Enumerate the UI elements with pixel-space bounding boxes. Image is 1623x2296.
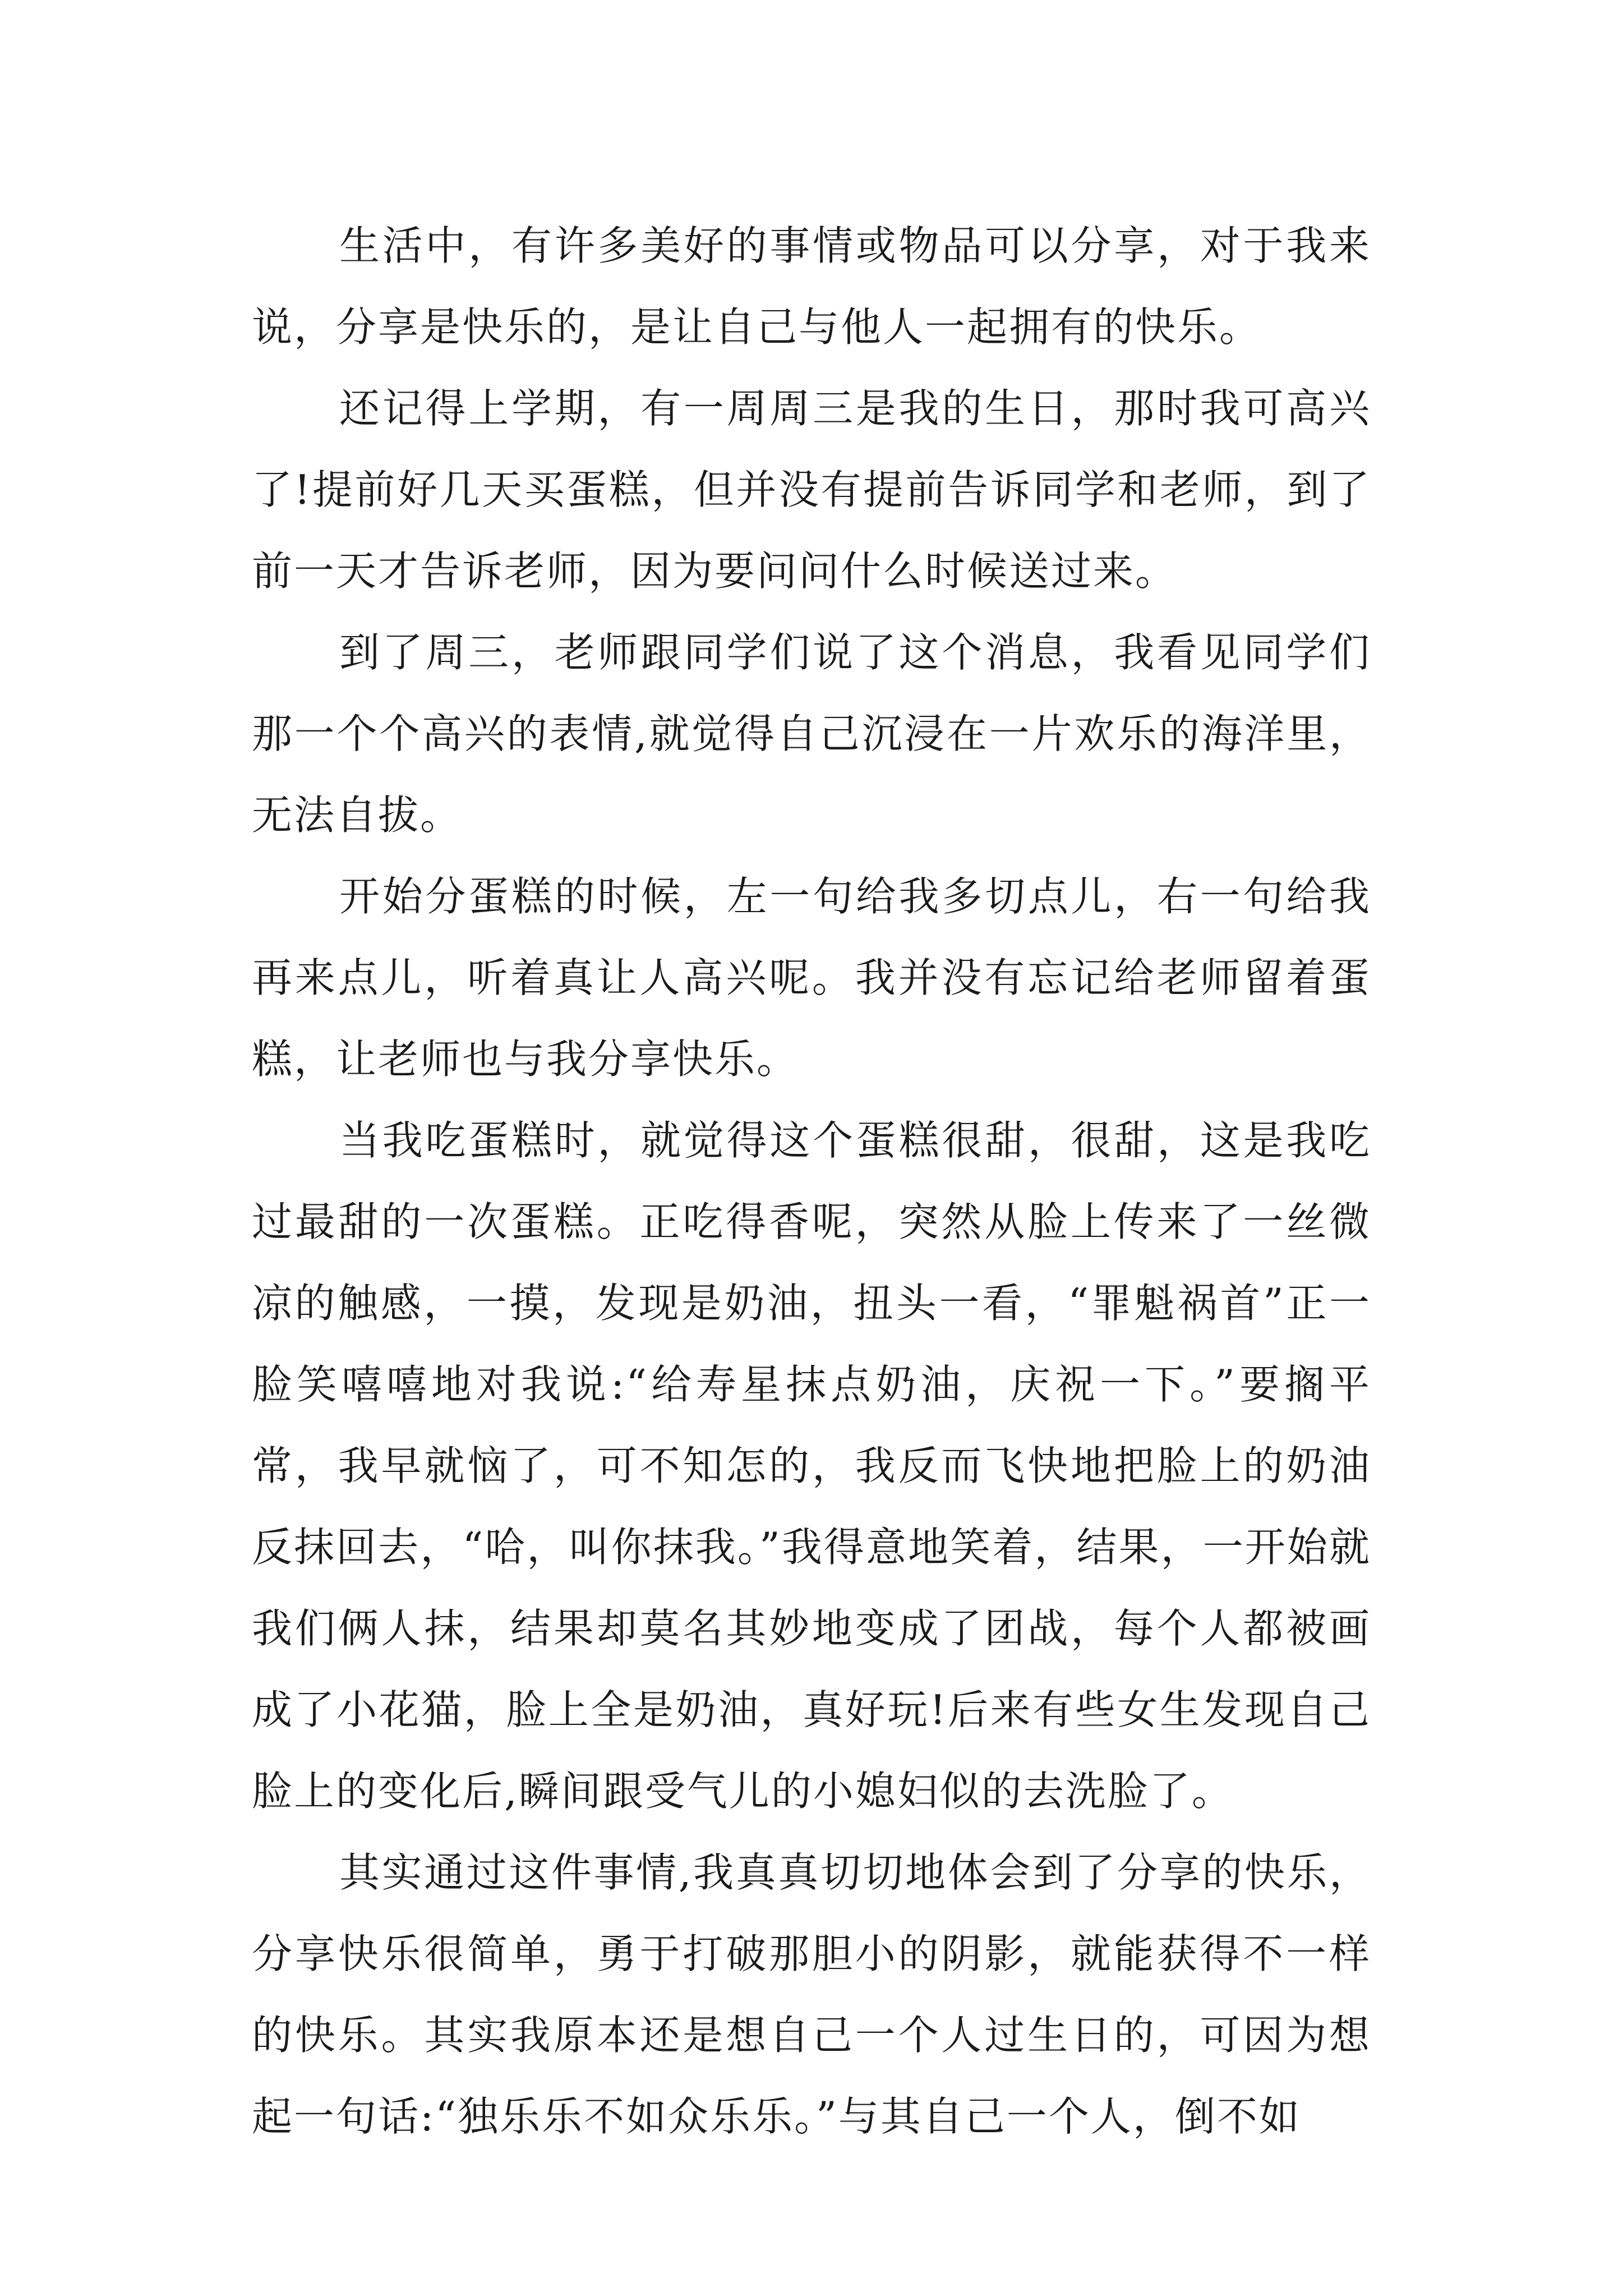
paragraph: 生活中，有许多美好的事情或物品可以分享，对于我来说，分享是快乐的，是让自己与他人一起拥有的快乐。 (252, 222, 1371, 351)
paragraph: 还记得上学期，有一周周三是我的生日，那时我可高兴了!提前好几天买蛋糕，但并没有提前告诉同学和老师，到了前一天才告诉老师，因为要问问什么时候送过来。 (252, 385, 1371, 595)
essay-body (252, 205, 1371, 2157)
paragraph: 到了周三，老师跟同学们说了这个消息，我看见同学们那一个个高兴的表情,就觉得自己沉浸在一片欢乐的海洋里，无法自拔。 (252, 629, 1371, 839)
paragraph: 开始分蛋糕的时候，左一句给我多切点儿，右一句给我再来点儿，听着真让人高兴呢。我并没有忘记给老师留着蛋糕，让老师也与我分享快乐。 (252, 873, 1371, 1083)
paragraph: 其实通过这件事情,我真真切切地体会到了分享的快乐，分享快乐很简单，勇于打破那胆小的阴影，就能获得不一样的快乐。其实我原本还是想自己一个人过生日的，可因为想起一句话:“独乐乐不如众乐乐。”与其自己一个人，倒不如 (252, 1849, 1371, 2140)
paragraph: 当我吃蛋糕时，就觉得这个蛋糕很甜，很甜，这是我吃过最甜的一次蛋糕。正吃得香呢，突然从脸上传来了一丝微凉的触感，一摸，发现是奶油，扭头一看，“罪魁祸首”正一脸笑嘻嘻地对我说:“给寿星抹点奶油，庆祝一下。”要搁平常，我早就恼了，可不知怎的，我反而飞快地把脸上的奶油反抹回去，“哈，叫你抹我。”我得意地笑着，结果，一开始就我们俩人抹，结果却莫名其妙地变成了团战，每个人都被画成了小花猫，脸上全是奶油，真好玩!后来有些女生发现自己脸上的变化后,瞬间跟受气儿的小媳妇似的去洗脸了。 (252, 1117, 1371, 1815)
